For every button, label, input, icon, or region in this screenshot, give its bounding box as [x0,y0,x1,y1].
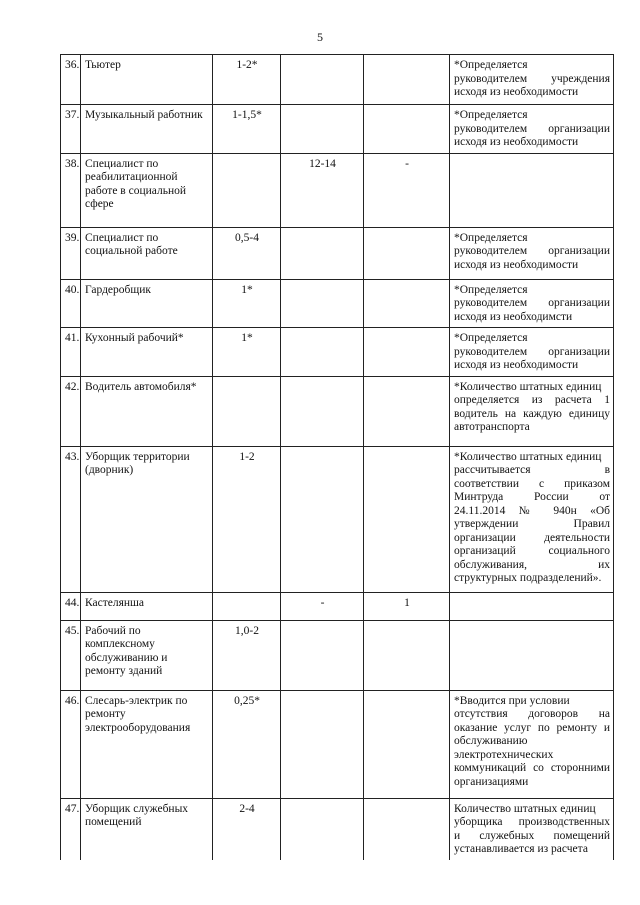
staffing-table-body [61,55,614,861]
staff-units-col-2 [281,446,364,592]
page-number: 5 [317,30,323,44]
position-name: Тьютер [81,55,213,105]
note-cell [450,592,614,620]
position-name: Водитель автомобиля* [81,376,213,446]
note-line: электротехнических [454,748,554,761]
note-line: *Определяется [454,109,528,121]
position-name: Уборщик территории (дворник) [81,446,213,592]
staff-units-col-3: - [364,153,450,227]
note-line: обслуживанию [454,735,528,747]
staff-units-col-1: 1-2 [213,446,281,592]
position-name: Специалист по социальной работе [81,227,213,279]
note-line: *Количество штатных единиц [454,450,602,463]
note-cell [450,55,614,105]
staff-units-col-2 [281,690,364,798]
staff-units-col-2 [281,328,364,377]
note-cell [450,376,614,446]
note-line: рассчитывается в [454,464,610,476]
note-cell [450,328,614,377]
staff-units-col-1: 0,5-4 [213,227,281,279]
staff-units-col-3 [364,690,450,798]
note-cell [450,620,614,690]
note-line: руководителем организации [454,345,610,358]
note-line: коммуникаций со сторонними [454,762,610,774]
staff-units-col-2: - [281,592,364,620]
note-line: *Вводится при условии [454,694,570,707]
note-line: исходя из необходимости [454,136,579,148]
note-line: *Количество штатных единиц [454,380,602,393]
staff-units-col-1: 1,0-2 [213,620,281,690]
staff-units-col-1: 1-2* [213,55,281,105]
note-cell [450,798,614,860]
table-row [61,798,614,860]
staff-units-col-1: 1* [213,279,281,328]
position-name: Кастелянша [81,592,213,620]
position-name: Слесарь-электрик по ремонту электрооборудования [81,690,213,798]
position-name: Рабочий по комплексному обслуживанию и ремонту зданий [81,620,213,690]
row-number: 43. [61,446,81,592]
note-line: *Определяется [454,59,528,71]
staff-units-col-2 [281,279,364,328]
row-number: 40. [61,279,81,328]
staff-units-col-1 [213,592,281,620]
note-line: руководителем организации [454,122,610,135]
note-line: исходя из необходимости [454,359,579,371]
note-line: уборщика производственных [454,816,610,828]
position-name: Кухонный рабочий* [81,328,213,377]
note-cell [450,227,614,279]
note-cell [450,105,614,154]
position-name: Специалист по реабилитационной работе в социальной сфере [81,153,213,227]
position-name: Гардеробщик [81,279,213,328]
note-line: руководителем организации [454,245,610,257]
note-line: утверждении Правил [454,518,610,530]
staff-units-col-1 [213,376,281,446]
table-row [61,690,614,798]
position-name: Музыкальный работник [81,105,213,154]
table-row [61,55,614,105]
row-number: 45. [61,620,81,690]
staff-units-col-2 [281,105,364,154]
table-row [61,446,614,592]
row-number: 44. [61,592,81,620]
note-line: руководителем учреждения [454,72,610,85]
note-line: Количество штатных единиц [454,802,596,815]
row-number: 47. [61,798,81,860]
table-row [61,592,614,620]
staff-units-col-3: 1 [364,592,450,620]
note-line: и служебных помещений [454,829,610,842]
note-line: *Определяется [454,283,528,296]
table-row [61,153,614,227]
staff-units-col-2: 12-14 [281,153,364,227]
note-line: автотранспорта [454,421,530,433]
staff-units-col-3 [364,376,450,446]
note-line: Минтруда России от [454,491,610,503]
table-row [61,376,614,446]
staff-units-col-1: 2-4 [213,798,281,860]
staff-units-col-3 [364,798,450,860]
table-row [61,227,614,279]
staff-units-col-3 [364,446,450,592]
position-name: Уборщик служебных помещений [81,798,213,860]
note-cell [450,153,614,227]
staff-units-col-3 [364,328,450,377]
staff-units-col-2 [281,55,364,105]
note-line: исходя из необходимости [454,258,579,271]
note-cell [450,690,614,798]
row-number: 36. [61,55,81,105]
staff-units-col-2 [281,620,364,690]
note-line: исходя из необходимости [454,86,579,98]
staff-units-col-2 [281,798,364,860]
staff-units-col-3 [364,279,450,328]
note-line: *Определяется [454,231,528,244]
staff-units-col-3 [364,105,450,154]
note-line: исходя из необходимсти [454,310,573,323]
table-row [61,105,614,154]
note-line: отсутствия договоров на [454,708,610,720]
note-line: устанавливается из расчета [454,843,588,855]
row-number: 39. [61,227,81,279]
table-row [61,279,614,328]
staff-units-col-3 [364,227,450,279]
note-line: обслуживания, их [454,558,610,571]
staff-units-col-1: 1-1,5* [213,105,281,154]
note-cell [450,446,614,592]
row-number: 38. [61,153,81,227]
staff-units-col-1: 0,25* [213,690,281,798]
row-number: 46. [61,690,81,798]
note-line: оказание услуг по ремонту и [454,721,610,734]
table-row [61,620,614,690]
table-row [61,328,614,377]
staff-units-col-1 [213,153,281,227]
note-line: организациями [454,775,529,788]
staff-units-col-2 [281,376,364,446]
row-number: 37. [61,105,81,154]
note-line: соответствии с приказом [454,477,610,490]
note-line: организации деятельности [454,531,610,544]
note-line: организаций социального [454,545,610,557]
note-line: 24.11.2014 № 940н «Об [454,504,610,517]
staff-units-col-3 [364,620,450,690]
staff-units-col-1: 1* [213,328,281,377]
note-line: руководителем организации [454,297,610,309]
staff-units-col-3 [364,55,450,105]
row-number: 41. [61,328,81,377]
note-line: водитель на каждую единицу [454,407,610,420]
row-number: 42. [61,376,81,446]
note-cell [450,279,614,328]
note-line: структурных подразделений». [454,572,602,584]
note-line: определяется из расчета 1 [454,394,610,406]
note-line: *Определяется [454,332,528,344]
staffing-table [60,54,614,860]
staff-units-col-2 [281,227,364,279]
